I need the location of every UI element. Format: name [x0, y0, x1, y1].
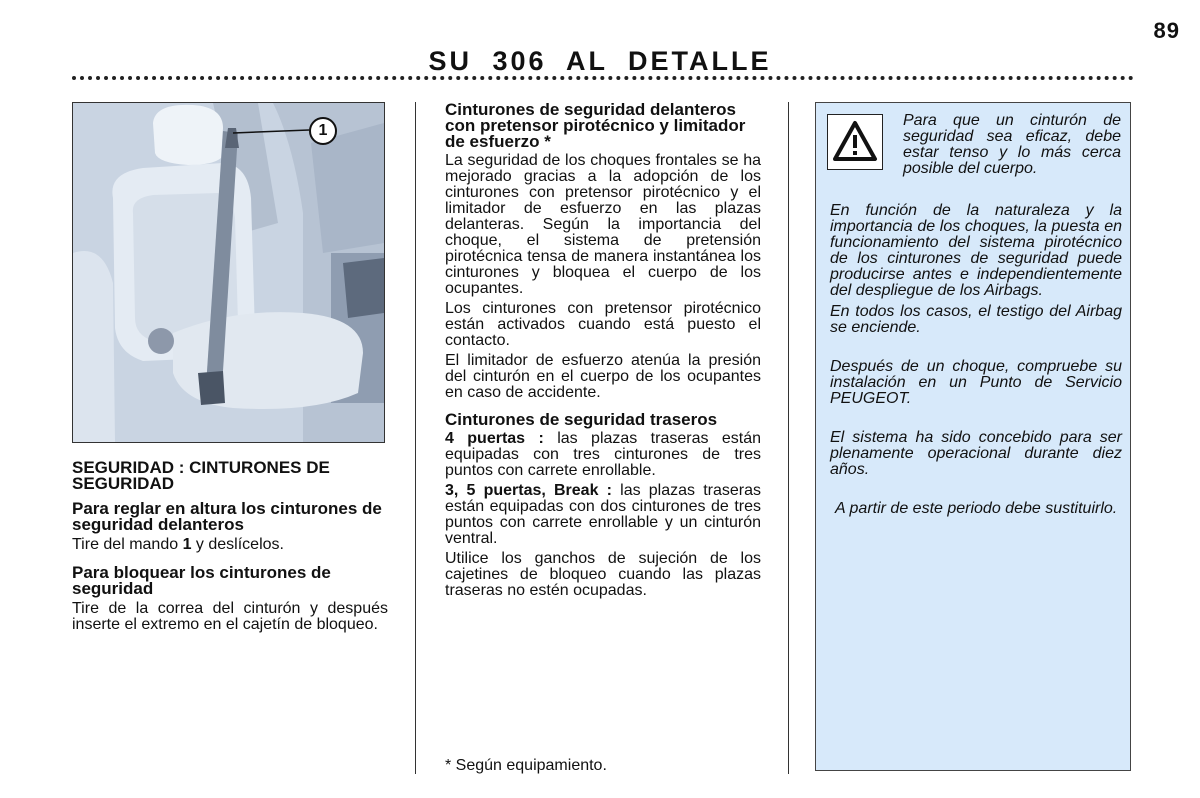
left-column: [72, 102, 388, 633]
callout-number-1: 1: [309, 117, 337, 145]
adjust-heading: Para reglar en altura los cinturones de seguridad delanteros: [72, 499, 382, 534]
warning-paragraph-3: Después de un choque, compruebe su instalación en un Punto de Servicio PEUGEOT.: [830, 358, 1122, 407]
column-divider-left: [415, 102, 416, 774]
section-title: SEGURIDAD : CINTURONES DE SEGURIDAD: [72, 458, 330, 493]
middle-column: [445, 102, 761, 599]
adjust-text: Tire del mando 1 y deslícelos.: [72, 536, 284, 553]
rear-4-doors-text: 4 puertas : las plazas traseras están equipadas con tres cinturones de tres puntos con carrete enrollable.: [445, 430, 762, 479]
warning-triangle-icon: [827, 114, 883, 170]
front-belts-paragraph-2: Los cinturones con pretensor pirotécnico están activados cuando está puesto el contacto.: [445, 300, 761, 349]
front-belts-paragraph-1: La seguridad de los choques frontales se ha mejorado gracias a la adopción de los cinturones con pretensor pirotécnico y el limitador de esfuerzo en las plazas delanteras. Según la importancia del choque, el sistema de pretensión pirotécnica tensa de manera instantánea los cinturones y bloquea el cuerpo de los ocupantes.: [445, 152, 761, 297]
warning-body: [830, 203, 1122, 517]
left-text-block: [72, 460, 388, 633]
header-dotted-divider: [72, 76, 1134, 80]
front-belts-heading: Cinturones de seguridad delanteros con pretensor pirotécnico y limitador de esfuerzo *: [445, 100, 746, 151]
page-number: 89: [1153, 18, 1180, 43]
warning-paragraph-5: A partir de este periodo debe sustituirlo.: [835, 500, 1118, 517]
lock-text: Tire de la correa del cinturón y después inserte el extremo en el cajetín de bloqueo.: [72, 600, 388, 633]
rear-3-5-doors-text: 3, 5 puertas, Break : las plazas traseras están equipadas con dos cinturones de tres puntos con carrete enrollable y un cinturón ventral.: [445, 482, 761, 547]
column-divider-right: [788, 102, 789, 774]
warning-paragraph-4: El sistema ha sido concebido para ser plenamente operacional durante diez años.: [830, 429, 1122, 478]
warning-paragraph-2: En todos los casos, el testigo del Airbag se enciende.: [830, 303, 1122, 336]
footnote: * Según equipamiento.: [445, 757, 607, 774]
rear-belts-paragraph-3: Utilice los ganchos de sujeción de los cajetines de bloqueo cuando las plazas traseras no estén ocupadas.: [445, 550, 761, 599]
warning-paragraph-1: En función de la naturaleza y la importancia de los choques, la puesta en funcionamiento del sistema pirotécnico de los cinturones de seguridad puede producirse antes e independientemente del despliegue de los Airbags.: [830, 202, 1122, 299]
page-title: SU 306 AL DETALLE: [428, 46, 772, 76]
front-belts-paragraph-3: El limitador de esfuerzo atenúa la presión del cinturón en el cuerpo de los ocupantes en caso de accidente.: [445, 352, 761, 401]
lock-heading: Para bloquear los cinturones de seguridad: [72, 563, 331, 598]
seatbelt-illustration: [73, 103, 384, 442]
rear-belts-heading: Cinturones de seguridad traseros: [445, 410, 718, 429]
seatbelt-photo: [72, 102, 385, 443]
warning-box: [815, 102, 1131, 771]
warning-first-text: Para que un cinturón de seguridad sea eficaz, debe estar tenso y lo más cerca posible del cuerpo.: [903, 112, 1121, 177]
